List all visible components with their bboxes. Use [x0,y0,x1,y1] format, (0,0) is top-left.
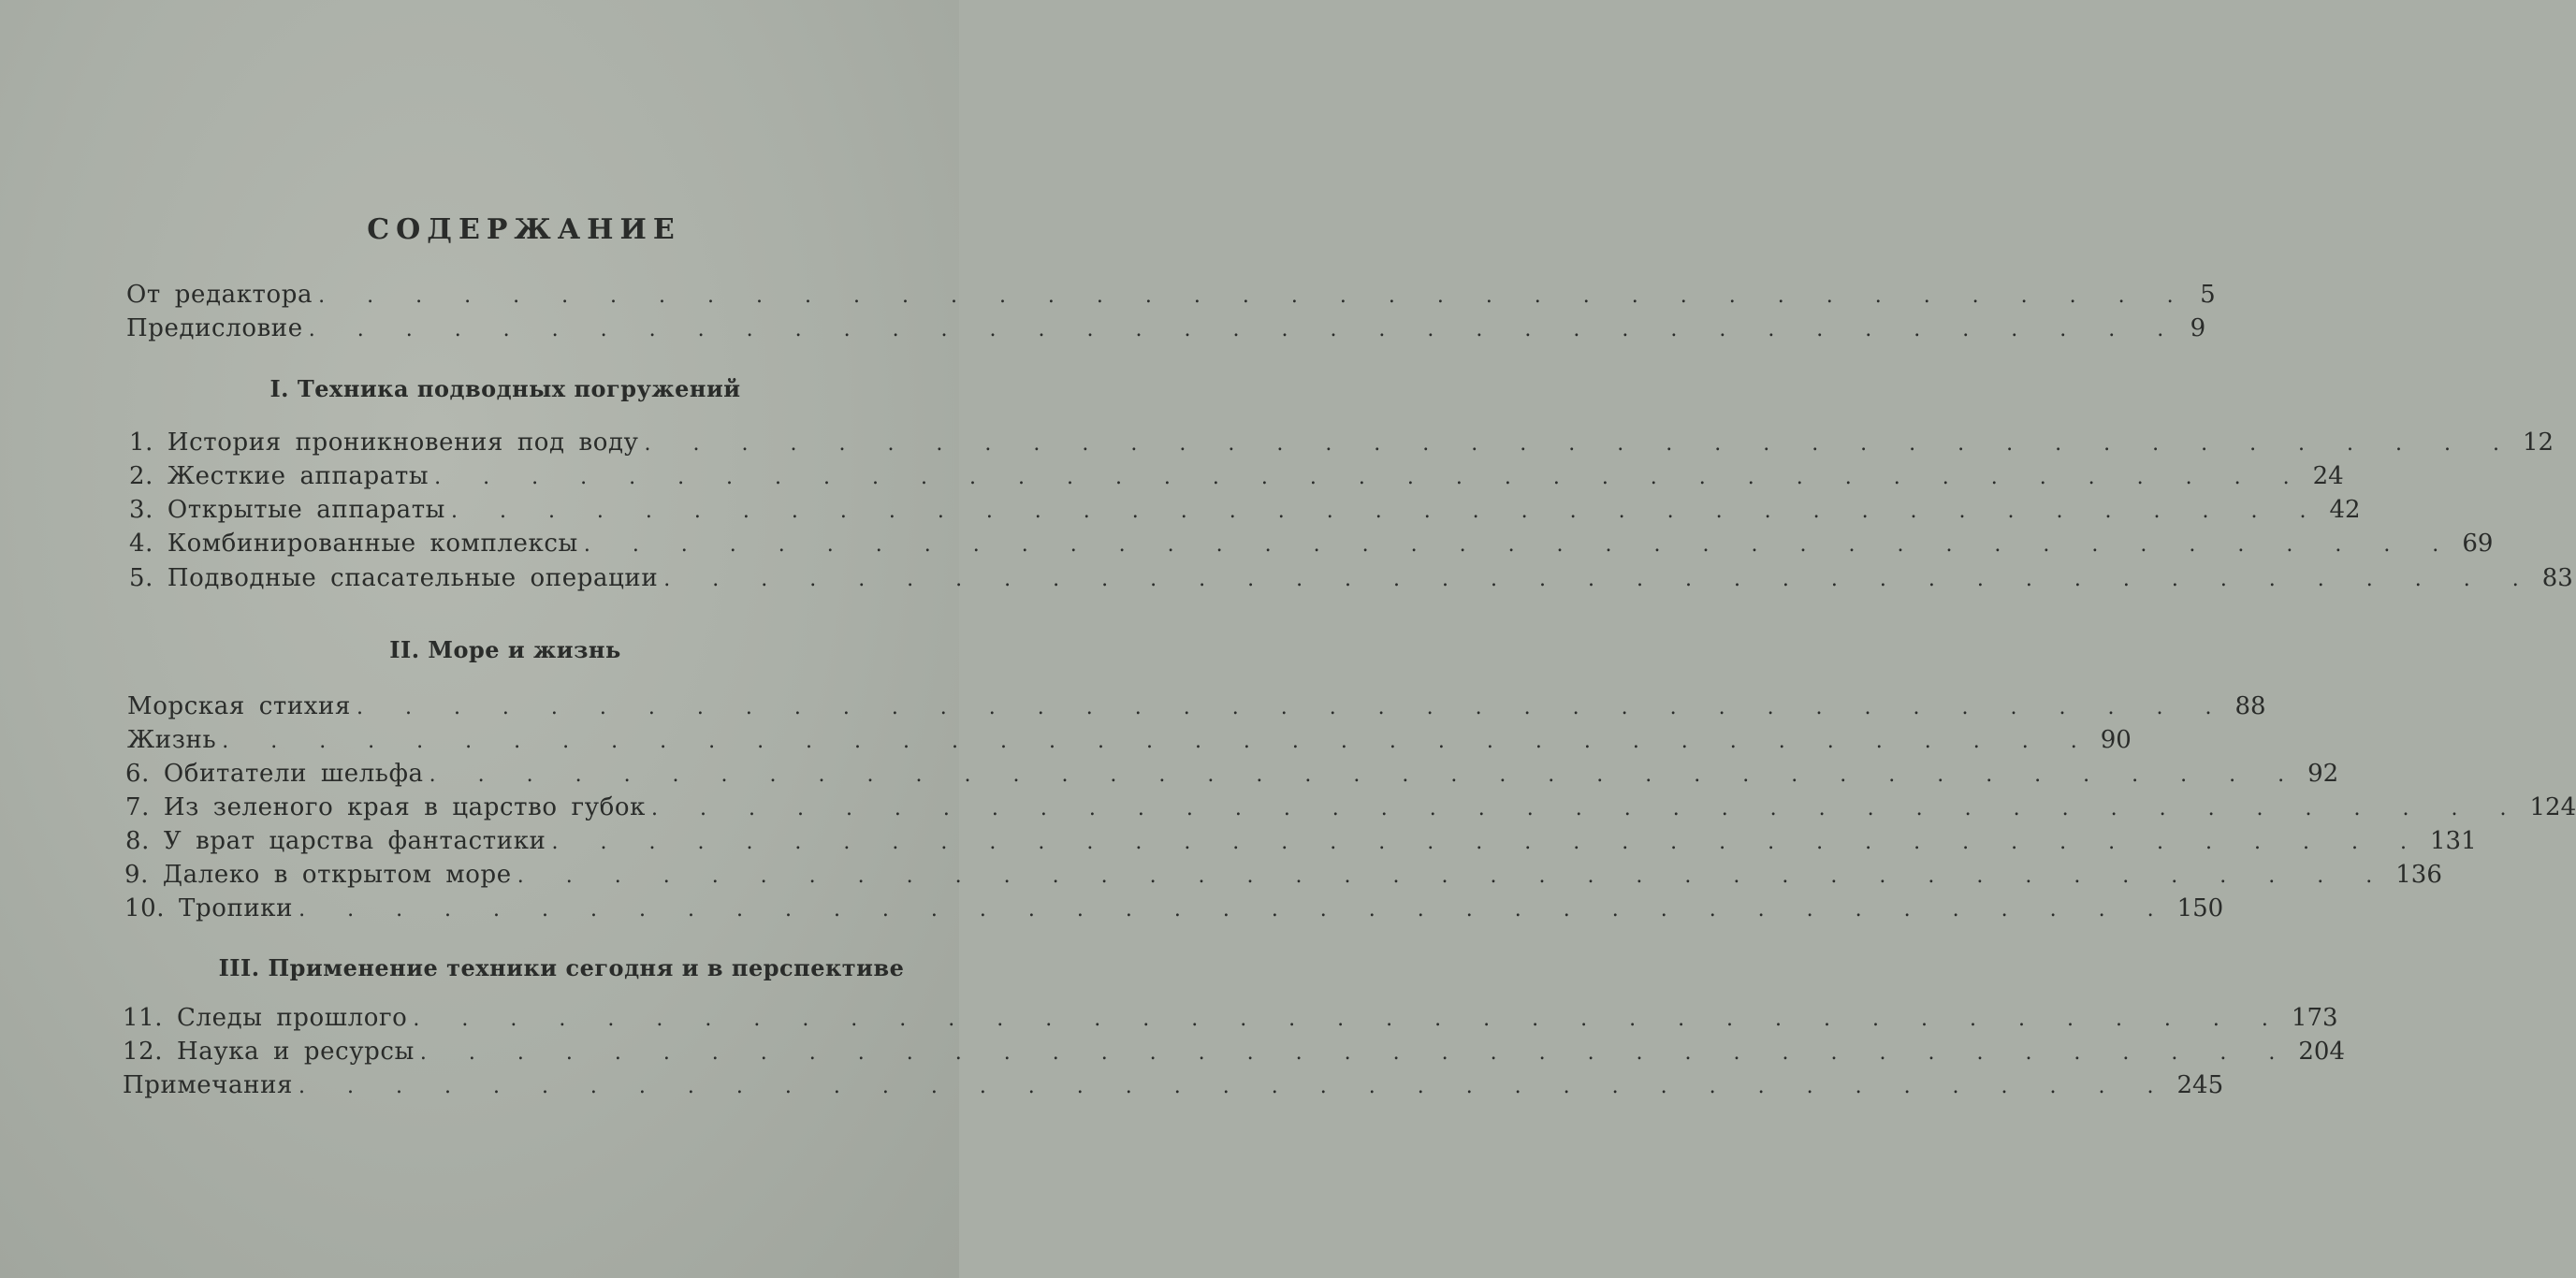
dot-leader: . . . . . . . . . . . . . . . . . . . . . . . . . . . . . . . . . . . . . . . [450,500,2324,523]
dot-leader: . . . . . . . . . . . . . . . . . . . . . . . . . . . . . . . . . . . . . . . [583,533,2457,557]
toc-entry [126,281,2216,314]
entry-label: Примечания [123,1071,294,1099]
entry-label: 2. Жесткие аппараты [129,462,429,490]
entry-label: 10. Тропики [124,894,294,922]
entry-label: 11. Следы прошлого [123,1004,408,1032]
toc-entry [129,496,2361,530]
entry-label: 6. Обитатели шельфа [125,760,424,788]
entry-page: 69 [2462,530,2494,558]
entry-page: 12 [2523,428,2554,457]
entry-label: От редактора [126,281,313,309]
toc-entry [127,692,2266,726]
dot-leader: . . . . . . . . . . . . . . . . . . . . . . . . . . . . . . . . . . . . . . . [651,797,2525,821]
dot-leader: . . . . . . . . . . . . . . . . . . . . . . . . . . . . . . . . . . . . . . . [434,466,2307,489]
dot-leader: . . . . . . . . . . . . . . . . . . . . . . . . . . . . . . . . . . . . . . . [663,568,2537,591]
dot-leader: . . . . . . . . . . . . . . . . . . . . . . . . . . . . . . . . . . . . . . . [551,831,2424,854]
entry-label: 7. Из зеленого края в царство губок [125,793,646,821]
entry-page: 24 [2312,462,2344,490]
entry-label: 1. История проникновения под воду [129,428,639,457]
dot-leader: . . . . . . . . . . . . . . . . . . . . . . . . . . . . . . . . . . . . . . . [222,730,2095,753]
toc-entry [127,726,2132,760]
entry-label: Предисловие [126,314,303,342]
entry-page: 245 [2176,1071,2224,1099]
dot-leader: . . . . . . . . . . . . . . . . . . . . . . . . . . . . . . . . . . . . . . . [298,1075,2172,1098]
entry-page: 88 [2234,692,2266,720]
entry-page: 136 [2395,861,2442,889]
toc-entry [129,462,2344,496]
entry-label: 4. Комбинированные комплексы [129,530,578,558]
entry-page: 9 [2190,314,2206,342]
entry-label: 3. Открытые аппараты [129,496,445,524]
dot-leader: . . . . . . . . . . . . . . . . . . . . . . . . . . . . . . . . . . . . . . . [356,696,2230,719]
dot-leader: . . . . . . . . . . . . . . . . . . . . . . . . . . . . . . . . . . . . . . . [419,1041,2293,1065]
entry-page: 92 [2307,760,2339,788]
dot-leader: . . . . . . . . . . . . . . . . . . . . . . . . . . . . . . . . . . . . . . . [413,1008,2286,1031]
entry-page: 5 [2200,281,2216,309]
toc-entry [124,861,2442,894]
dot-leader: . . . . . . . . . . . . . . . . . . . . . . . . . . . . . . . . . . . . . . . [308,318,2182,341]
toc-entry [125,827,2477,861]
entry-page: 124 [2529,793,2576,821]
dot-leader: . . . . . . . . . . . . . . . . . . . . . . . . . . . . . . . . . . . . . . . [644,432,2517,456]
part-heading: II. Море и жизнь [389,636,621,663]
dot-leader: . . . . . . . . . . . . . . . . . . . . . . . . . . . . . . . . . . . . . . . [517,864,2391,888]
entry-label: 5. Подводные спасательные операции [129,564,659,592]
entry-label: 8. У врат царства фантастики [125,827,546,855]
entry-page: 131 [2429,827,2477,855]
entry-page: 150 [2176,894,2224,922]
dot-leader: . . . . . . . . . . . . . . . . . . . . . . . . . . . . . . . . . . . . . . . [429,763,2303,787]
dot-leader: . . . . . . . . . . . . . . . . . . . . . . . . . . . . . . . . . . . . . . . [298,898,2172,922]
entry-page: 173 [2291,1004,2338,1032]
dot-leader: . . . . . . . . . . . . . . . . . . . . . . . . . . . . . . . . . . . . . . . [318,284,2191,308]
entry-label: Жизнь [127,726,217,754]
entry-page: 90 [2100,726,2132,754]
toc-title: СОДЕРЖАНИЕ [367,213,681,246]
entry-label: 9. Далеко в открытом море [124,861,512,889]
entry-page: 83 [2541,564,2573,592]
part-heading: III. Применение техники сегодня и в перспективе [218,954,905,981]
toc-entry [123,1038,2346,1071]
toc-entry [123,1071,2224,1105]
entry-page: 42 [2329,496,2361,524]
entry-label: 12. Наука и ресурсы [123,1038,415,1066]
toc-entry [129,428,2554,462]
toc-entry [125,793,2576,827]
toc-entry [126,314,2206,348]
toc-entry [129,530,2494,563]
toc-entry [123,1004,2338,1038]
entry-page: 204 [2298,1038,2346,1066]
toc-entry [125,760,2339,793]
part-heading: I. Техника подводных погружений [269,375,741,402]
toc-entry [129,564,2573,598]
entry-label: Морская стихия [127,692,351,720]
toc-entry [124,894,2224,928]
